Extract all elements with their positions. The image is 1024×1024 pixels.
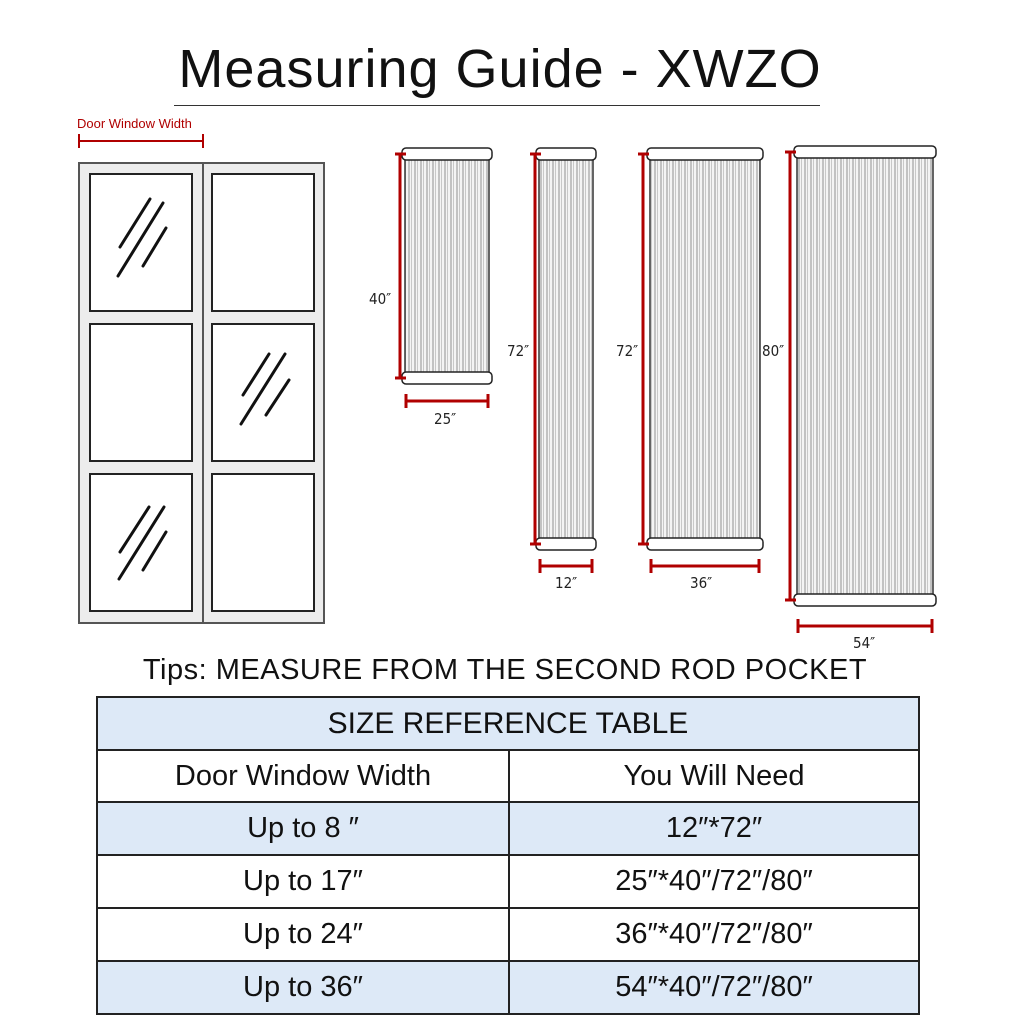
door-width-label: Door Window Width: [77, 116, 192, 131]
curtain-2-bottom-rod-pocket: [536, 538, 596, 550]
table-row: [97, 961, 919, 1014]
row-need-cell: 25″*40″/72″/80″: [509, 855, 919, 908]
header-you-will-need: You Will Need: [509, 750, 919, 802]
curtain-2-width-label: 12″: [555, 574, 578, 592]
curtain-1-width-label: 25″: [434, 410, 457, 428]
row-width-cell: Up to 36″: [97, 961, 509, 1014]
curtain-1-height-label: 40″: [369, 290, 392, 308]
curtain-3-panel: [650, 150, 760, 548]
table-row: [97, 802, 919, 855]
page-title: Measuring Guide - XWZO: [178, 39, 822, 99]
curtain-2-height-label: 72″: [507, 342, 530, 360]
size-reference-table: [96, 696, 920, 1015]
row-width-cell: Up to 24″: [97, 908, 509, 961]
curtain-4-height-label: 80″: [762, 342, 785, 360]
curtain-3-width-label: 36″: [690, 574, 713, 592]
curtain-4-panel: [797, 148, 933, 604]
curtain-1-top-rod-pocket: [402, 148, 492, 160]
row-need-cell: 36″*40″/72″/80″: [509, 908, 919, 961]
table-row: [97, 908, 919, 961]
header-door-window-width: Door Window Width: [97, 750, 509, 802]
curtain-3-height-label: 72″: [616, 342, 639, 360]
curtain-3-top-rod-pocket: [647, 148, 763, 160]
curtain-1-bottom-rod-pocket: [402, 372, 492, 384]
curtain-4-width-label: 54″: [853, 634, 876, 652]
row-width-cell: Up to 17″: [97, 855, 509, 908]
curtain-2-top-rod-pocket: [536, 148, 596, 160]
tips-text: Tips: MEASURE FROM THE SECOND ROD POCKET: [142, 654, 868, 686]
curtain-4-top-rod-pocket: [794, 146, 936, 158]
curtain-3-bottom-rod-pocket: [647, 538, 763, 550]
curtain-2-panel: [539, 150, 593, 548]
row-need-cell: 12″*72″: [509, 802, 919, 855]
table-caption: SIZE REFERENCE TABLE: [97, 697, 919, 750]
table-row: [97, 855, 919, 908]
row-need-cell: 54″*40″/72″/80″: [509, 961, 919, 1014]
row-width-cell: Up to 8 ″: [97, 802, 509, 855]
curtain-4-bottom-rod-pocket: [794, 594, 936, 606]
curtain-1-panel: [405, 150, 489, 382]
